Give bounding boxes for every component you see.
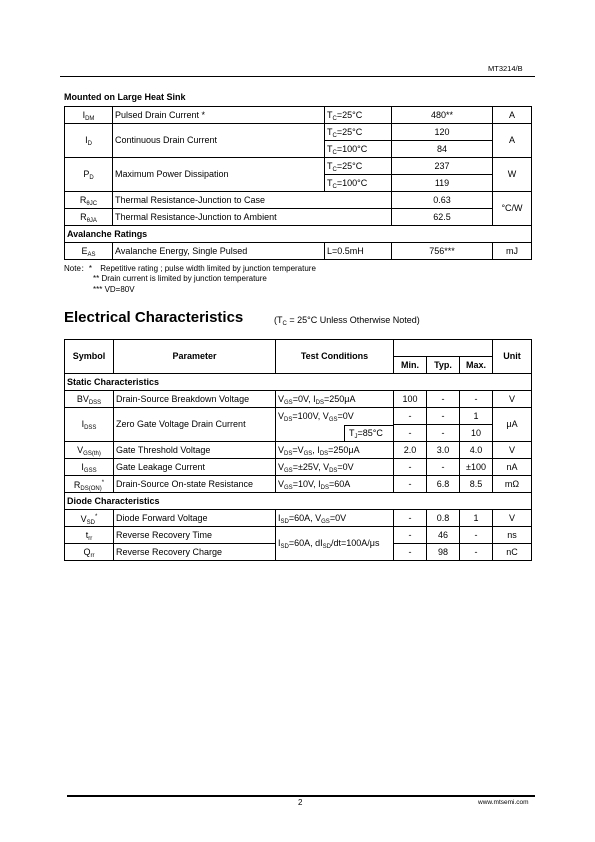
table-row (65, 493, 532, 510)
condition-cell: $V_{GS}=\pm 25V$, $V_{DS}=0V$ (276, 459, 394, 476)
unit-cell: nA (493, 459, 532, 476)
table-row (65, 192, 532, 209)
table-row (65, 124, 532, 141)
typ-cell: 3.0 (427, 442, 460, 459)
max-cell: - (460, 391, 493, 408)
symbol-cell: $t_{rr}$ (65, 527, 114, 544)
note-line-2: ** Drain current is limited by junction temperature (93, 274, 267, 283)
unit-cell: °C/W (493, 192, 532, 226)
symbol-cell: $R_{DS(ON)}^*$ (65, 476, 114, 493)
unit-cell: V (493, 391, 532, 408)
condition-cell: $V_{GS}=0V$, $I_{DS}=250\mu A$ (276, 391, 394, 408)
condition-cell (276, 425, 394, 442)
diode-section-header: Diode Characteristics (65, 493, 532, 510)
value-cell: 119 (392, 175, 493, 192)
min-cell: 100 (394, 391, 427, 408)
note-line-3: *** VD=80V (93, 285, 135, 294)
unit-cell: V (493, 510, 532, 527)
parameter-cell: Maximum Power Dissipation (113, 158, 325, 192)
unit-cell: ns (493, 527, 532, 544)
condition-cell: $T_C=25^\circ C$ (325, 158, 392, 175)
condition-cell: $I_{SD}=60A$, $V_{GS}=0V$ (276, 510, 394, 527)
unit-cell: mΩ (493, 476, 532, 493)
condition-cell: $T_C=100^\circ C$ (325, 175, 392, 192)
max-cell: - (460, 527, 493, 544)
parameter-cell: Reverse Recovery Charge (114, 544, 276, 561)
unit-cell: A (493, 124, 532, 158)
table-row (65, 459, 532, 476)
typ-cell: 46 (427, 527, 460, 544)
parameter-cell: Gate Leakage Current (114, 459, 276, 476)
unit-cell: W (493, 158, 532, 192)
min-cell: - (394, 408, 427, 425)
website-link[interactable]: www.mtsemi.com (478, 799, 529, 806)
table-row (65, 158, 532, 175)
condition-cell: $V_{DS}=100V$, $V_{GS}=0V$ (276, 408, 394, 425)
max-cell: 1 (460, 408, 493, 425)
header-min: Min. (394, 357, 427, 374)
header-typ: Typ. (427, 357, 460, 374)
max-cell: - (460, 544, 493, 561)
table-row (65, 408, 532, 425)
parameter-cell: Drain-Source Breakdown Voltage (114, 391, 276, 408)
min-cell: - (394, 510, 427, 527)
unit-cell: nC (493, 544, 532, 561)
header-unit: Unit (493, 340, 532, 374)
unit-cell: μA (493, 408, 532, 442)
condition-cell: $V_{GS}=10V$, $I_{DS}=60A$ (276, 476, 394, 493)
value-cell: 84 (392, 141, 493, 158)
tj-condition: $T_J=85^\circ C$ (344, 425, 393, 441)
symbol-cell: $I_{DSS}$ (65, 408, 114, 442)
electrical-title: Electrical Characteristics (64, 309, 244, 326)
condition-cell: $T_C=25^\circ C$ (325, 107, 392, 124)
typ-cell: 6.8 (427, 476, 460, 493)
min-cell: - (394, 476, 427, 493)
min-cell: - (394, 425, 427, 442)
header-row (65, 340, 532, 357)
parameter-cell: Continuous Drain Current (113, 124, 325, 158)
header-parameter: Parameter (114, 340, 276, 374)
symbol-cell: $I_{GSS}$ (65, 459, 114, 476)
parameter-cell: Reverse Recovery Time (114, 527, 276, 544)
typ-cell: - (427, 459, 460, 476)
note-text: Repetitive rating ; pulse width limited by junction temperature (100, 264, 316, 273)
unit-cell: mJ (493, 243, 532, 260)
table-row (65, 527, 532, 544)
unit-cell: V (493, 442, 532, 459)
parameter-cell: Thermal Resistance-Junction to Case (113, 192, 392, 209)
symbol-cell: $P_D$ (65, 158, 113, 192)
table-row (65, 243, 532, 260)
table-row (65, 391, 532, 408)
table-row (65, 442, 532, 459)
symbol-cell: $V_{GS(th)}$ (65, 442, 114, 459)
value-cell: 480** (392, 107, 493, 124)
table-row (65, 209, 532, 226)
symbol-cell: $Q_{rr}$ (65, 544, 114, 561)
max-cell: 1 (460, 510, 493, 527)
parameter-cell: Zero Gate Voltage Drain Current (114, 408, 276, 442)
electrical-table (64, 339, 532, 561)
parameter-cell: Diode Forward Voltage (114, 510, 276, 527)
symbol-cell: $R_{\theta JA}$ (65, 209, 113, 226)
min-cell: - (394, 544, 427, 561)
typ-cell: 98 (427, 544, 460, 561)
symbol-cell: $E_{AS}$ (65, 243, 113, 260)
value-cell: 0.63 (392, 192, 493, 209)
max-cell: 10 (460, 425, 493, 442)
note-line-1 (64, 263, 316, 274)
value-cell: 756*** (392, 243, 493, 260)
value-cell: 62.5 (392, 209, 493, 226)
ratings-table (64, 106, 532, 260)
electrical-conditions: ($T_C = 25^\circ C$ Unless Otherwise Noted) (274, 315, 420, 327)
typ-cell: - (427, 391, 460, 408)
max-cell: ±100 (460, 459, 493, 476)
header-max: Max. (460, 357, 493, 374)
min-cell: - (394, 527, 427, 544)
page-number: 2 (298, 798, 303, 807)
typ-cell: - (427, 425, 460, 442)
condition-cell: $I_{SD}=60A$, $dI_{SD}/dt=100A/\mu s$ (276, 527, 394, 561)
typ-cell: 0.8 (427, 510, 460, 527)
symbol-cell: $V_{SD}^*$ (65, 510, 114, 527)
symbol-cell: $I_D$ (65, 124, 113, 158)
document-code: MT3214/B (488, 64, 523, 73)
note-label: Note：* (64, 264, 93, 273)
symbol-cell: $BV_{DSS}$ (65, 391, 114, 408)
header-spacer (394, 340, 493, 357)
condition-cell: $T_C=25^\circ C$ (325, 124, 392, 141)
table-row (65, 374, 532, 391)
header-rule (60, 76, 535, 77)
parameter-cell: Gate Threshold Voltage (114, 442, 276, 459)
ratings-section-title: Mounted on Large Heat Sink (64, 92, 186, 102)
parameter-cell: Pulsed Drain Current * (113, 107, 325, 124)
table-row (65, 107, 532, 124)
table-row (65, 226, 532, 243)
symbol-cell: $I_{DM}$ (65, 107, 113, 124)
avalanche-section-header: Avalanche Ratings (65, 226, 532, 243)
table-row (65, 476, 532, 493)
max-cell: 4.0 (460, 442, 493, 459)
symbol-cell: $R_{\theta JC}$ (65, 192, 113, 209)
condition-cell: L=0.5mH (325, 243, 392, 260)
condition-cell: $V_{DS}=V_{GS}$, $I_{DS}=250\mu A$ (276, 442, 394, 459)
typ-cell: - (427, 408, 460, 425)
value-cell: 237 (392, 158, 493, 175)
value-cell: 120 (392, 124, 493, 141)
parameter-cell: Drain-Source On-state Resistance (114, 476, 276, 493)
static-section-header: Static Characteristics (65, 374, 532, 391)
table-row (65, 510, 532, 527)
unit-cell: A (493, 107, 532, 124)
parameter-cell: Thermal Resistance-Junction to Ambient (113, 209, 392, 226)
footer-rule (67, 795, 535, 797)
header-test-conditions: Test Conditions (276, 340, 394, 374)
condition-cell: $T_C=100^\circ C$ (325, 141, 392, 158)
parameter-cell: Avalanche Energy, Single Pulsed (113, 243, 325, 260)
header-symbol: Symbol (65, 340, 114, 374)
min-cell: - (394, 459, 427, 476)
max-cell: 8.5 (460, 476, 493, 493)
min-cell: 2.0 (394, 442, 427, 459)
